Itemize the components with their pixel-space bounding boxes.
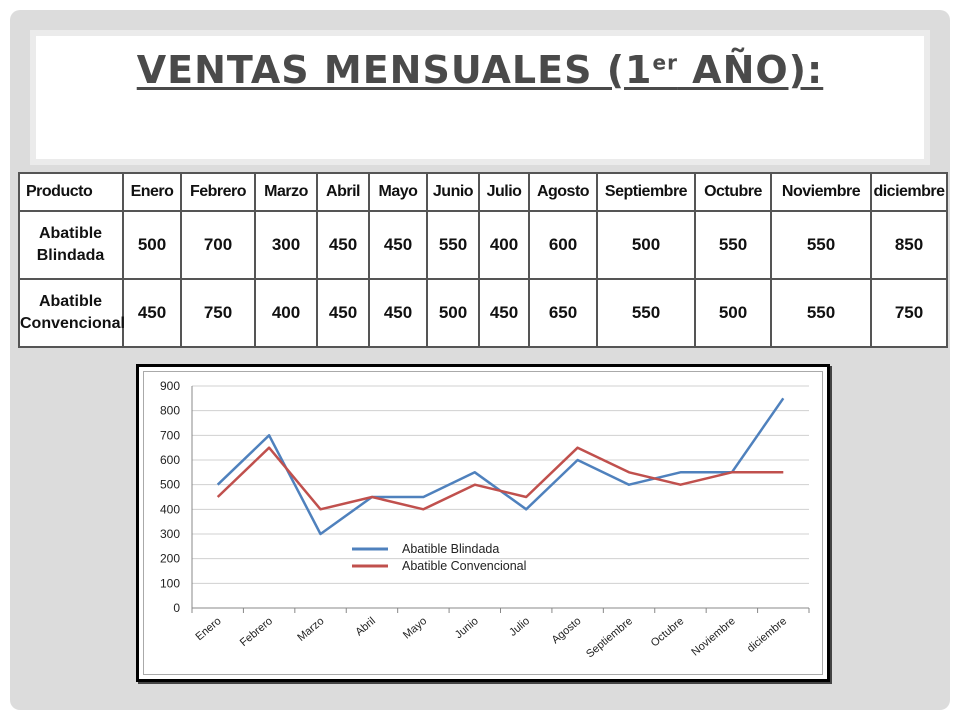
header-cell: Julio	[479, 173, 529, 211]
y-tick-label: 800	[159, 403, 180, 418]
table-row	[19, 279, 947, 347]
header-cell: Febrero	[181, 173, 255, 211]
value-cell: 400	[255, 279, 317, 347]
legend-label: Abatible Blindada	[402, 542, 500, 556]
table-row	[19, 211, 947, 279]
value-cell: 300	[255, 211, 317, 279]
y-tick-label: 900	[159, 379, 180, 393]
value-cell: 400	[479, 211, 529, 279]
x-tick-label: diciembre	[744, 615, 790, 655]
value-cell: 500	[427, 279, 479, 347]
sales-table	[18, 172, 948, 348]
table-header-row	[19, 173, 947, 211]
x-tick-label: Septiembre	[584, 615, 635, 661]
chart-frame	[136, 364, 830, 682]
value-cell: 450	[123, 279, 181, 347]
x-tick-label: Junio	[452, 615, 481, 642]
value-cell: 550	[695, 211, 771, 279]
value-cell: 650	[529, 279, 597, 347]
value-cell: 450	[479, 279, 529, 347]
title-box	[30, 30, 930, 165]
x-tick-label: Enero	[193, 615, 224, 644]
header-cell: Junio	[427, 173, 479, 211]
value-cell: 500	[123, 211, 181, 279]
x-tick-label: Julio	[507, 615, 533, 639]
value-cell: 450	[317, 279, 369, 347]
value-cell: 700	[181, 211, 255, 279]
value-cell: 550	[597, 279, 695, 347]
value-cell: 500	[597, 211, 695, 279]
header-cell: diciembre	[871, 173, 947, 211]
header-cell: Octubre	[695, 173, 771, 211]
header-cell: Abril	[317, 173, 369, 211]
x-tick-label: Octubre	[648, 615, 687, 650]
y-tick-label: 100	[159, 576, 180, 591]
value-cell: 450	[317, 211, 369, 279]
header-cell: Septiembre	[597, 173, 695, 211]
value-cell: 750	[871, 279, 947, 347]
x-tick-label: Abril	[353, 615, 378, 639]
x-tick-label: Agosto	[549, 615, 584, 647]
y-tick-label: 600	[159, 453, 180, 467]
value-cell: 450	[369, 279, 427, 347]
value-cell: 500	[695, 279, 771, 347]
chart-area	[143, 371, 823, 675]
header-cell: Enero	[123, 173, 181, 211]
x-tick-label: Febrero	[237, 615, 276, 650]
value-cell: 850	[871, 211, 947, 279]
slide-title: VENTAS MENSUALES (1er AÑO):	[136, 48, 824, 92]
series-line	[218, 398, 784, 534]
header-cell: Agosto	[529, 173, 597, 211]
y-tick-label: 500	[159, 477, 180, 492]
header-cell: Noviembre	[771, 173, 871, 211]
product-name-cell: Abatible Convencional	[19, 279, 123, 347]
y-tick-label: 200	[159, 551, 180, 566]
header-cell: Producto	[19, 173, 123, 211]
value-cell: 550	[771, 279, 871, 347]
x-tick-label: Noviembre	[689, 615, 738, 659]
value-cell: 450	[369, 211, 427, 279]
line-chart	[144, 372, 824, 676]
header-cell: Marzo	[255, 173, 317, 211]
y-tick-label: 400	[159, 502, 180, 517]
y-tick-label: 700	[159, 428, 180, 443]
product-name-cell: Abatible Blindada	[19, 211, 123, 279]
value-cell: 550	[427, 211, 479, 279]
legend-label: Abatible Convencional	[402, 559, 527, 573]
value-cell: 550	[771, 211, 871, 279]
header-cell: Mayo	[369, 173, 427, 211]
y-tick-label: 300	[159, 527, 180, 541]
x-tick-label: Mayo	[400, 615, 430, 642]
x-tick-label: Marzo	[295, 615, 327, 644]
value-cell: 750	[181, 279, 255, 347]
y-tick-label: 0	[173, 601, 180, 615]
value-cell: 600	[529, 211, 597, 279]
